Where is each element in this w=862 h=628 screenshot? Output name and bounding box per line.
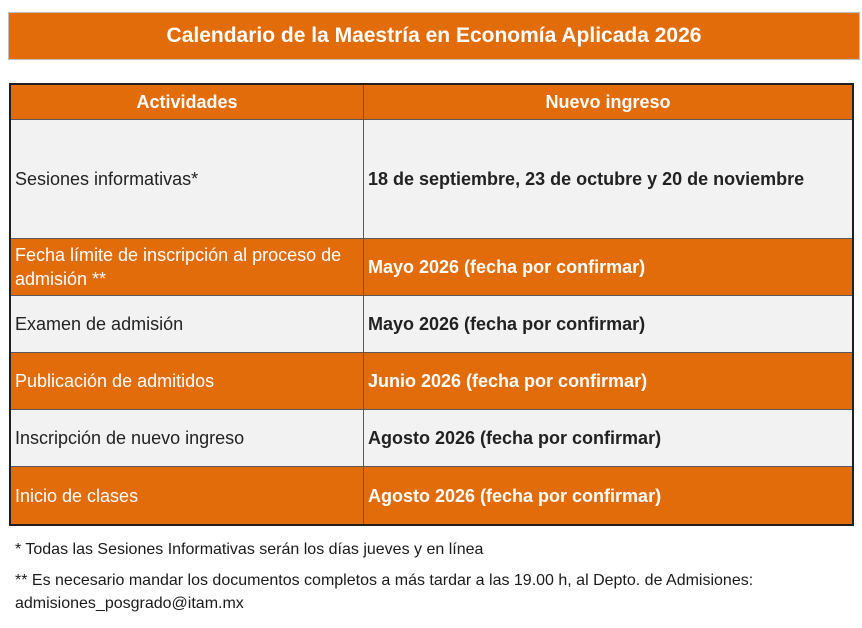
date-cell: 18 de septiembre, 23 de octubre y 20 de noviembre — [368, 169, 805, 189]
date-cell: Junio 2026 (fecha por confirmar) — [368, 371, 648, 391]
table-row — [11, 120, 852, 239]
header-activities: Actividades — [11, 85, 364, 119]
date-cell: Mayo 2026 (fecha por confirmar) — [368, 314, 646, 334]
footnote-sessions: * Todas las Sesiones Informativas serán los días jueves y en línea — [15, 541, 484, 558]
date-cell: Mayo 2026 (fecha por confirmar) — [368, 257, 646, 277]
activity-cell: Inicio de clases — [11, 467, 364, 524]
footnote-documents: ** Es necesario mandar los documentos completos a más tardar a las 19.00 h, al Depto. de Admisiones: admisiones_posgrado@itam.mx — [15, 572, 754, 612]
table-row — [11, 410, 852, 467]
calendar-table — [9, 83, 854, 526]
footnotes — [15, 538, 850, 615]
table-row — [11, 467, 852, 524]
date-cell: Agosto 2026 (fecha por confirmar) — [368, 485, 662, 506]
activity-cell: Publicación de admitidos — [11, 353, 364, 409]
header-new-entry: Nuevo ingreso — [545, 92, 671, 112]
activity-cell: Inscripción de nuevo ingreso — [11, 410, 364, 466]
title-banner — [8, 12, 860, 60]
date-cell: Agosto 2026 (fecha por confirmar) — [368, 428, 662, 448]
page-title: Calendario de la Maestría en Economía Aplicada 2026 — [166, 24, 702, 47]
activity-cell: Sesiones informativas* — [11, 120, 364, 238]
activity-cell: Examen de admisión — [11, 296, 364, 352]
table-row — [11, 353, 852, 410]
table-row — [11, 239, 852, 296]
table-header-row — [11, 85, 852, 120]
activity-cell: Fecha límite de inscripción al proceso de admisión ** — [11, 239, 364, 295]
table-row — [11, 296, 852, 353]
